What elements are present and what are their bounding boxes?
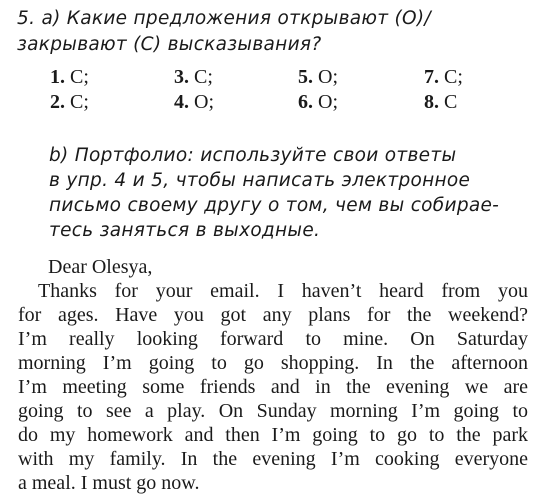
letter-greeting: Dear Olesya, [48,256,153,278]
answer-6 [298,91,338,114]
exercise-b-line-3: письмо своему другу о том, чем вы собирае- [49,195,500,216]
exercise-b-line-2: в упр. 4 и 5, чтобы написать электронное [49,170,471,191]
answer-value: C; [70,66,89,88]
answer-value: C; [444,66,463,88]
answer-number: 6. [298,91,313,113]
exercise-b-line-1: b) Портфолио: используйте свои ответы [49,145,457,166]
exercise-number: 5. [17,8,36,29]
answer-number: 8. [424,91,439,113]
answer-number: 5. [298,66,313,88]
letter-line: morning I’m going to go shopping. In the afternoon [18,352,528,374]
answer-2 [50,91,89,114]
answer-number: 2. [50,91,65,113]
answer-value: O; [194,91,214,113]
letter-line: for ages. Have you got any plans for the weekend? [18,304,528,326]
answer-8 [424,91,457,114]
answer-value: C; [70,91,89,113]
answer-4 [174,91,214,114]
answer-value: C; [194,66,213,88]
answer-number: 3. [174,66,189,88]
letter-line: I’m really looking forward to mine. On Saturday [18,328,528,350]
letter-line: I’m meeting some friends and in the evening we are [18,376,528,398]
exercise-a-text-1: a) Какие предложения открывают (O)/ [41,8,431,29]
exercise-a-line-2: закрывают (С) высказывания? [17,34,322,55]
answers-grid [0,66,550,116]
exercise-b-line-4: тесь заняться в выходные. [49,220,321,241]
letter-line: do my homework and then I’m going to go to the park [18,424,528,446]
answer-3 [174,66,213,89]
answer-number: 7. [424,66,439,88]
answer-7 [424,66,463,89]
letter-line: with my family. In the evening I’m cooking everyone [18,448,528,470]
letter-line: Thanks for your email. I haven’t heard from you [38,280,528,302]
letter-line: a meal. I must go now. [18,472,200,494]
answer-value: C [444,91,458,113]
answer-1 [50,66,89,89]
exercise-a-line-1 [17,8,431,29]
letter-line: going to see a play. On Sunday morning I’m going to [18,400,528,422]
answer-number: 1. [50,66,65,88]
answer-value: O; [318,91,338,113]
answer-value: O; [318,66,338,88]
answer-5 [298,66,338,89]
answer-number: 4. [174,91,189,113]
